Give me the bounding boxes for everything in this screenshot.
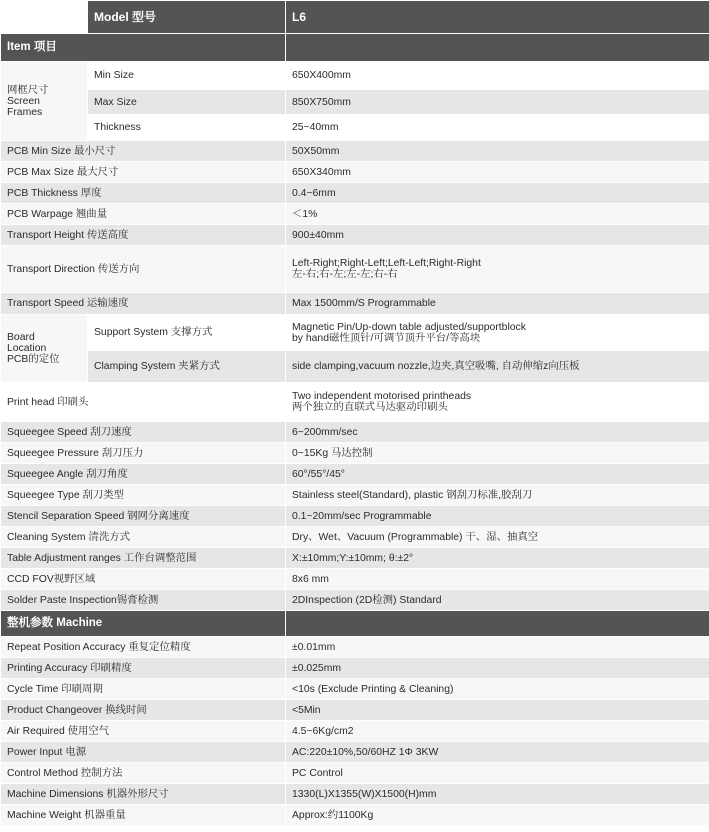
- spec-value: 25~40mm: [286, 115, 709, 141]
- spec-label: PCB Warpage 翘曲量: [1, 204, 286, 225]
- spec-label: Solder Paste Inspection锡膏检测: [1, 590, 286, 611]
- spec-value: Stainless steel(Standard), plastic 钢刮刀标准,胶刮刀: [286, 485, 709, 506]
- spec-value: Approx:约1100Kg: [286, 805, 709, 826]
- spec-value: AC:220±10%,50/60HZ 1Φ 3KW: [286, 742, 709, 763]
- spec-value: 650X400mm: [286, 62, 709, 90]
- spec-value: side clamping,vacuum nozzle,边夹,真空吸嘴, 自动伸缩z向压板: [286, 351, 709, 383]
- spec-value: 1330(L)X1355(W)X1500(H)mm: [286, 784, 709, 805]
- spec-value: 60°/55°/45°: [286, 464, 709, 485]
- spec-label: Machine Dimensions 机器外形尺寸: [1, 784, 286, 805]
- spec-label: Squeegee Speed 刮刀速度: [1, 422, 286, 443]
- spec-value: Max 1500mm/S Programmable: [286, 293, 709, 315]
- spec-value: 900±40mm: [286, 225, 709, 246]
- spec-label: Control Method 控制方法: [1, 763, 286, 784]
- section-item: Item 项目: [1, 34, 286, 62]
- section-machine: 整机参数 Machine: [1, 611, 286, 637]
- spec-label: Machine Weight 机器重量: [1, 805, 286, 826]
- spec-label: Cleaning System 清洗方式: [1, 527, 286, 548]
- model-label: Model 型号: [88, 1, 286, 34]
- spec-label: Printing Accuracy 印刷精度: [1, 658, 286, 679]
- board-location-label: Board Location PCB的定位: [1, 315, 88, 383]
- section-item-blank: [286, 34, 709, 62]
- screen-frames-label: 网框尺寸 Screen Frames: [1, 62, 88, 141]
- spec-label: Transport Direction 传送方向: [1, 246, 286, 293]
- spec-value: ±0.01mm: [286, 637, 709, 658]
- spec-label: Stencil Separation Speed 钢网分离速度: [1, 506, 286, 527]
- spec-label: Thickness: [88, 115, 286, 141]
- spec-label: Air Required 使用空气: [1, 721, 286, 742]
- model-value: L6: [286, 1, 709, 34]
- spec-value: 50X50mm: [286, 141, 709, 162]
- spec-value: PC Control: [286, 763, 709, 784]
- spec-label: PCB Max Size 最大尺寸: [1, 162, 286, 183]
- spec-value: Two independent motorised printheads 两个独立的直联式马达驱动印刷头: [286, 383, 709, 422]
- spec-label: Cycle Time 印刷周期: [1, 679, 286, 700]
- spec-value: Dry、Wet、Vacuum (Programmable) 干、湿、抽真空: [286, 527, 709, 548]
- spec-value: <5Min: [286, 700, 709, 721]
- spec-value: 0~15Kg 马达控制: [286, 443, 709, 464]
- spec-value: 4.5~6Kg/cm2: [286, 721, 709, 742]
- spec-value: 8x6 mm: [286, 569, 709, 590]
- spec-label: PCB Thickness 厚度: [1, 183, 286, 204]
- spec-label: Support System 支撑方式: [88, 315, 286, 351]
- spec-label: Squeegee Pressure 刮刀压力: [1, 443, 286, 464]
- spec-label: Print head 印刷头: [1, 383, 286, 422]
- spec-label: Repeat Position Accuracy 重复定位精度: [1, 637, 286, 658]
- spec-value: 6~200mm/sec: [286, 422, 709, 443]
- spec-label: Product Changeover 换线时间: [1, 700, 286, 721]
- spec-value: X:±10mm;Y:±10mm; θ:±2°: [286, 548, 709, 569]
- spec-value: Left-Right;Right-Left;Left-Left;Right-Right 左-右;右-左;左-左;右-右: [286, 246, 709, 293]
- spec-value: 0.1~20mm/sec Programmable: [286, 506, 709, 527]
- spec-label: Transport Height 传送高度: [1, 225, 286, 246]
- spec-label: Power Input 电源: [1, 742, 286, 763]
- spec-value: 0.4~6mm: [286, 183, 709, 204]
- spec-label: Table Adjustment ranges 工作台调整范围: [1, 548, 286, 569]
- spec-label: Squeegee Angle 刮刀角度: [1, 464, 286, 485]
- spec-value: 650X340mm: [286, 162, 709, 183]
- spec-value: Magnetic Pin/Up-down table adjusted/supportblock by hand磁性顶针/可调节顶升平台/等高块: [286, 315, 709, 351]
- spec-value: ＜1%: [286, 204, 709, 225]
- spec-value: 2DInspection (2D检测) Standard: [286, 590, 709, 611]
- spec-value: ±0.025mm: [286, 658, 709, 679]
- spec-value: <10s (Exclude Printing & Cleaning): [286, 679, 709, 700]
- spec-label: Clamping System 夹紧方式: [88, 351, 286, 383]
- spec-label: CCD FOV视野区域: [1, 569, 286, 590]
- header-blank: [1, 1, 88, 34]
- spec-label: Squeegee Type 刮刀类型: [1, 485, 286, 506]
- spec-value: 850X750mm: [286, 90, 709, 115]
- spec-label: PCB Min Size 最小尺寸: [1, 141, 286, 162]
- section-machine-blank: [286, 611, 709, 637]
- spec-label: Min Size: [88, 62, 286, 90]
- spec-label: Max Size: [88, 90, 286, 115]
- spec-label: Transport Speed 运输速度: [1, 293, 286, 315]
